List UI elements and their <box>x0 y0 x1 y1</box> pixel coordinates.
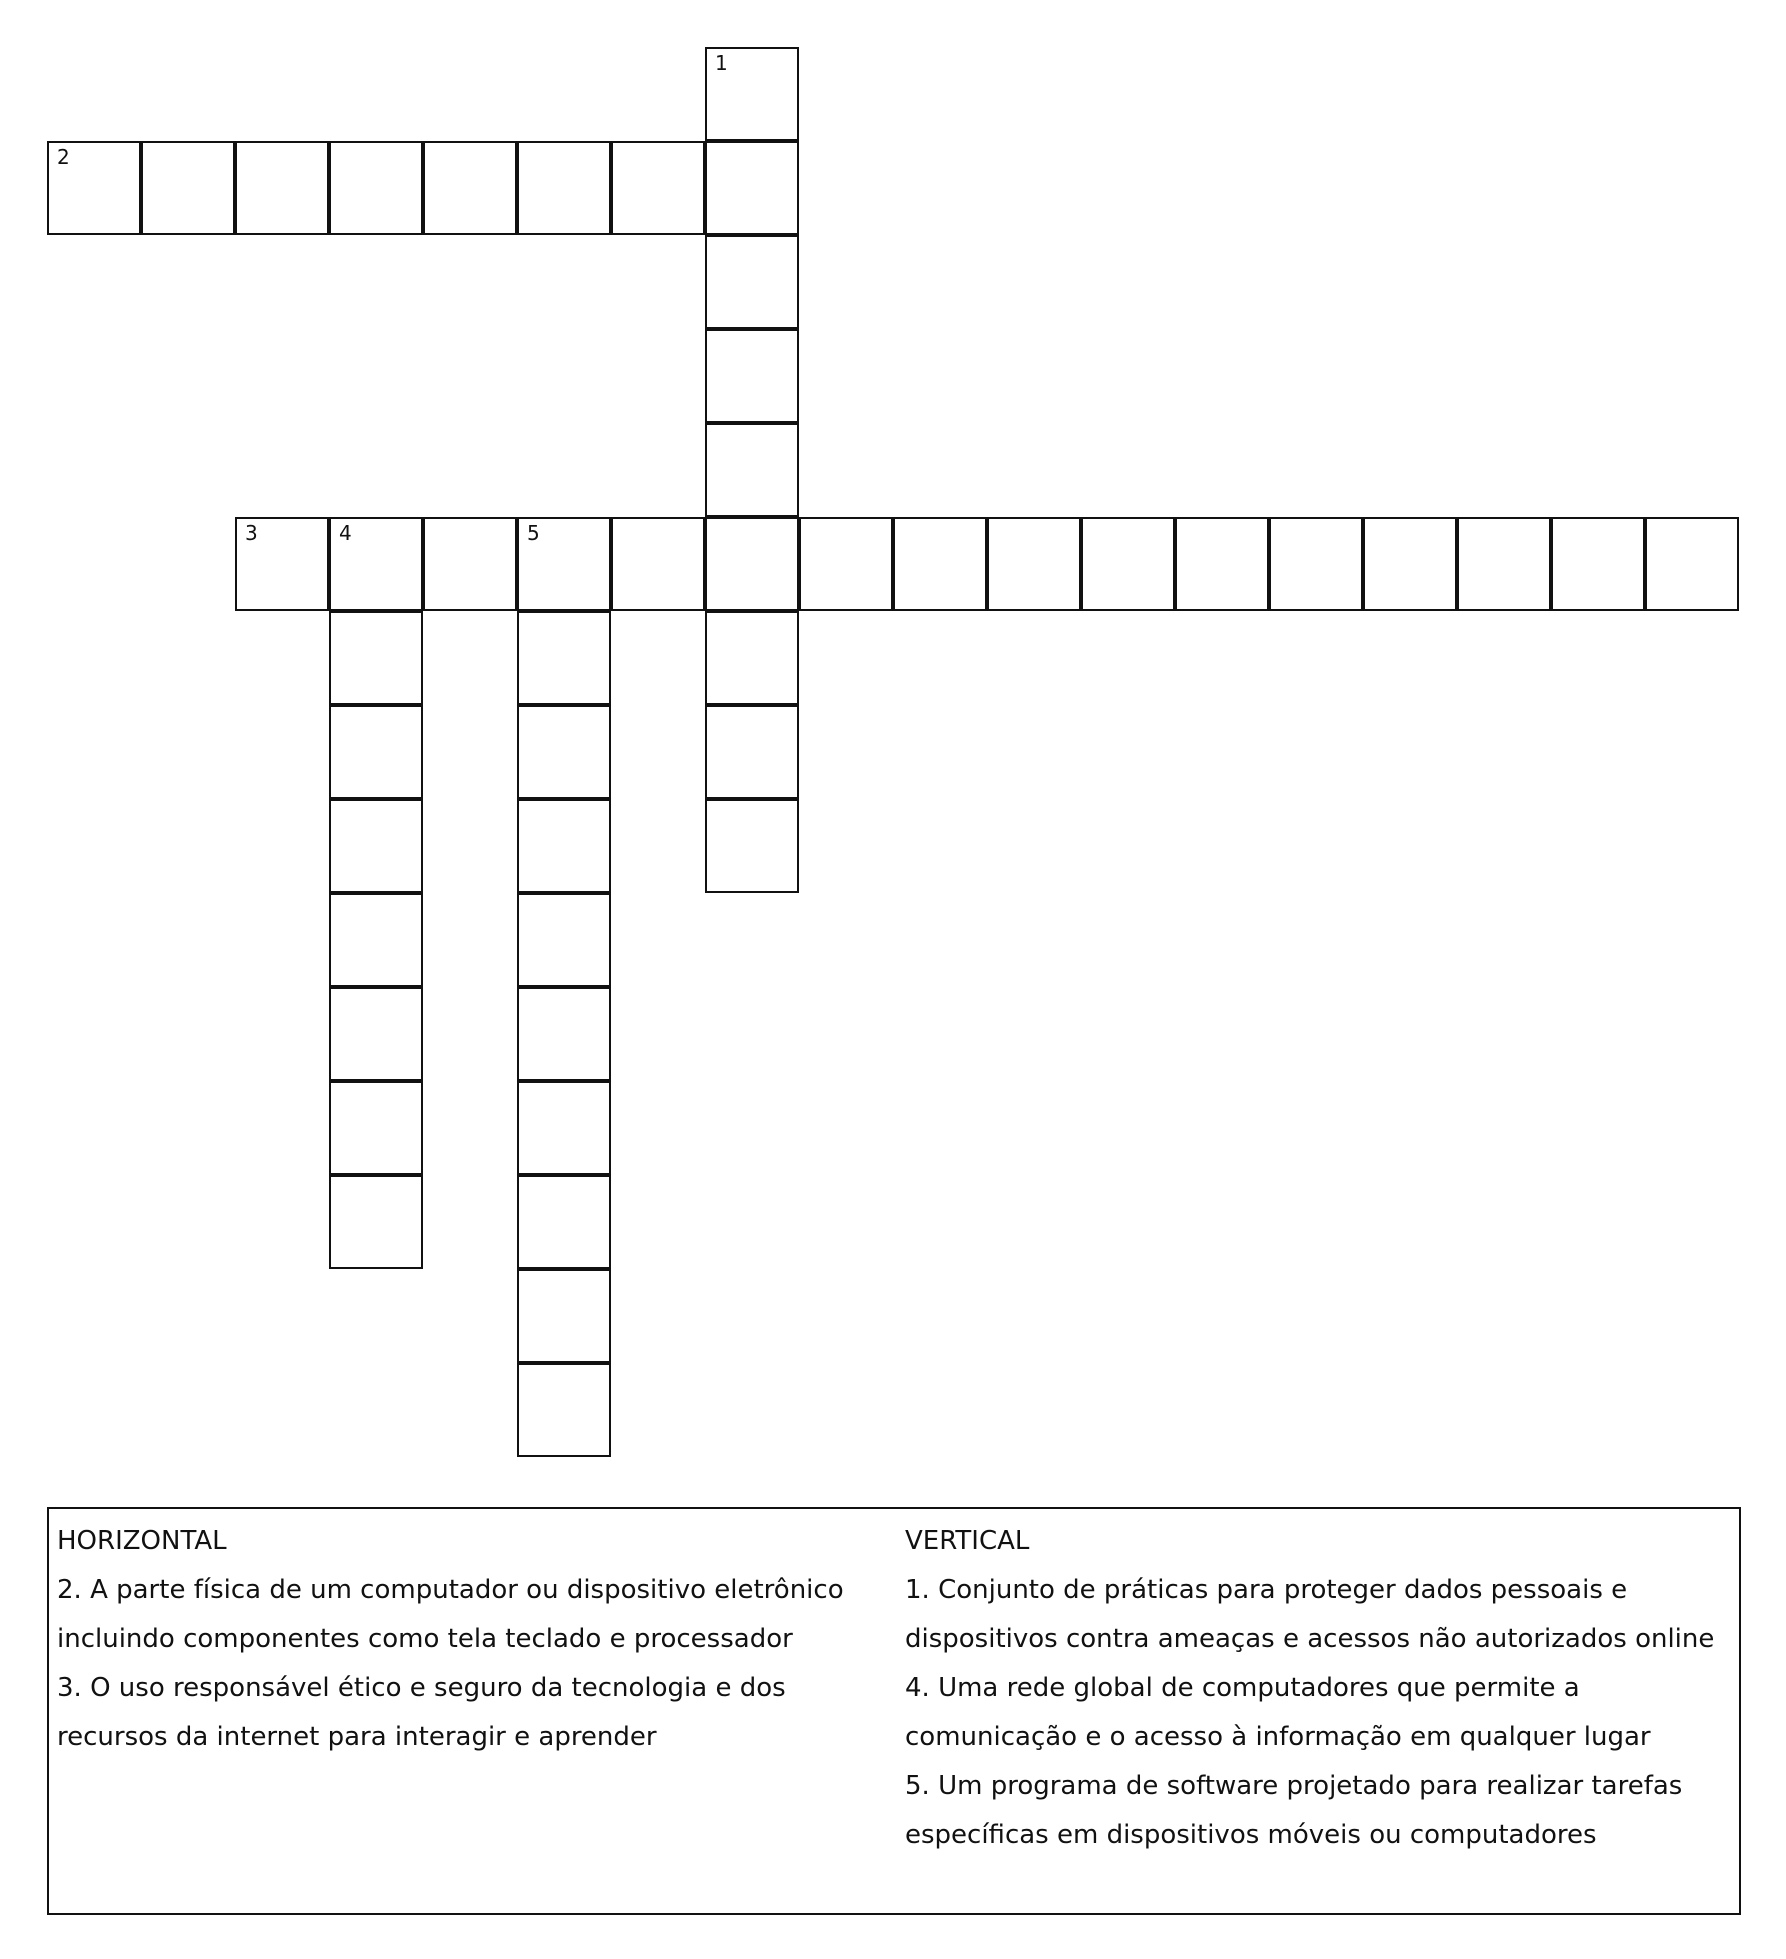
grid-cell[interactable] <box>517 1081 611 1175</box>
clues-panel <box>47 1507 1741 1915</box>
down-heading: VERTICAL <box>905 1526 1030 1556</box>
across-clue-3: 3. O uso responsável ético e seguro da tecnologia e dos recursos da internet para interagir e aprender <box>57 1673 786 1752</box>
grid-cell[interactable] <box>329 1081 423 1175</box>
grid-cell[interactable] <box>329 893 423 987</box>
grid-cell[interactable] <box>517 611 611 705</box>
grid-cell[interactable] <box>517 517 611 611</box>
down-clue-4: 4. Uma rede global de computadores que permite a comunicação e o acesso à informação em qualquer lugar <box>905 1673 1651 1752</box>
grid-cell[interactable] <box>141 141 235 235</box>
across-heading: HORIZONTAL <box>57 1526 227 1556</box>
grid-cell[interactable] <box>1175 517 1269 611</box>
clue-number: 4 <box>339 521 352 545</box>
grid-cell[interactable] <box>423 141 517 235</box>
down-clues <box>905 1517 1737 1860</box>
grid-cell[interactable] <box>705 423 799 517</box>
grid-cell[interactable] <box>517 893 611 987</box>
grid-cell[interactable] <box>1457 517 1551 611</box>
grid-cell[interactable] <box>329 611 423 705</box>
grid-cell[interactable] <box>329 987 423 1081</box>
grid-cell[interactable] <box>705 517 799 611</box>
grid-cell[interactable] <box>329 141 423 235</box>
grid-cell[interactable] <box>1363 517 1457 611</box>
clue-number: 1 <box>715 51 728 75</box>
grid-cell[interactable] <box>329 705 423 799</box>
grid-cell[interactable] <box>1551 517 1645 611</box>
clue-number: 3 <box>245 521 258 545</box>
grid-cell[interactable] <box>517 705 611 799</box>
across-clue-2: 2. A parte física de um computador ou dispositivo eletrônico incluindo componentes como tela teclado e processador <box>57 1575 844 1654</box>
grid-cell[interactable] <box>235 141 329 235</box>
down-clue-1: 1. Conjunto de práticas para proteger dados pessoais e dispositivos contra ameaças e acessos não autorizados online <box>905 1575 1715 1654</box>
grid-cell[interactable] <box>705 611 799 705</box>
clue-number: 2 <box>57 145 70 169</box>
grid-cell[interactable] <box>517 1363 611 1457</box>
grid-cell[interactable] <box>611 517 705 611</box>
grid-cell[interactable] <box>799 517 893 611</box>
grid-cell[interactable] <box>705 47 799 141</box>
grid-cell[interactable] <box>987 517 1081 611</box>
grid-cell[interactable] <box>1269 517 1363 611</box>
grid-cell[interactable] <box>611 141 705 235</box>
grid-cell[interactable] <box>517 1175 611 1269</box>
grid-cell[interactable] <box>893 517 987 611</box>
grid-cell[interactable] <box>329 1175 423 1269</box>
grid-cell[interactable] <box>705 141 799 235</box>
grid-cell[interactable] <box>47 141 141 235</box>
grid-cell[interactable] <box>1645 517 1739 611</box>
across-clues <box>57 1517 897 1762</box>
grid-cell[interactable] <box>329 799 423 893</box>
grid-cell[interactable] <box>705 799 799 893</box>
grid-cell[interactable] <box>517 1269 611 1363</box>
grid-cell[interactable] <box>705 705 799 799</box>
grid-cell[interactable] <box>517 141 611 235</box>
grid-cell[interactable] <box>329 517 423 611</box>
grid-cell[interactable] <box>1081 517 1175 611</box>
grid-cell[interactable] <box>517 799 611 893</box>
grid-cell[interactable] <box>705 329 799 423</box>
grid-cell[interactable] <box>705 235 799 329</box>
grid-cell[interactable] <box>235 517 329 611</box>
grid-cell[interactable] <box>517 987 611 1081</box>
grid-cell[interactable] <box>423 517 517 611</box>
clue-number: 5 <box>527 521 540 545</box>
down-clue-5: 5. Um programa de software projetado para realizar tarefas específicas em dispositivos móveis ou computadores <box>905 1771 1683 1850</box>
